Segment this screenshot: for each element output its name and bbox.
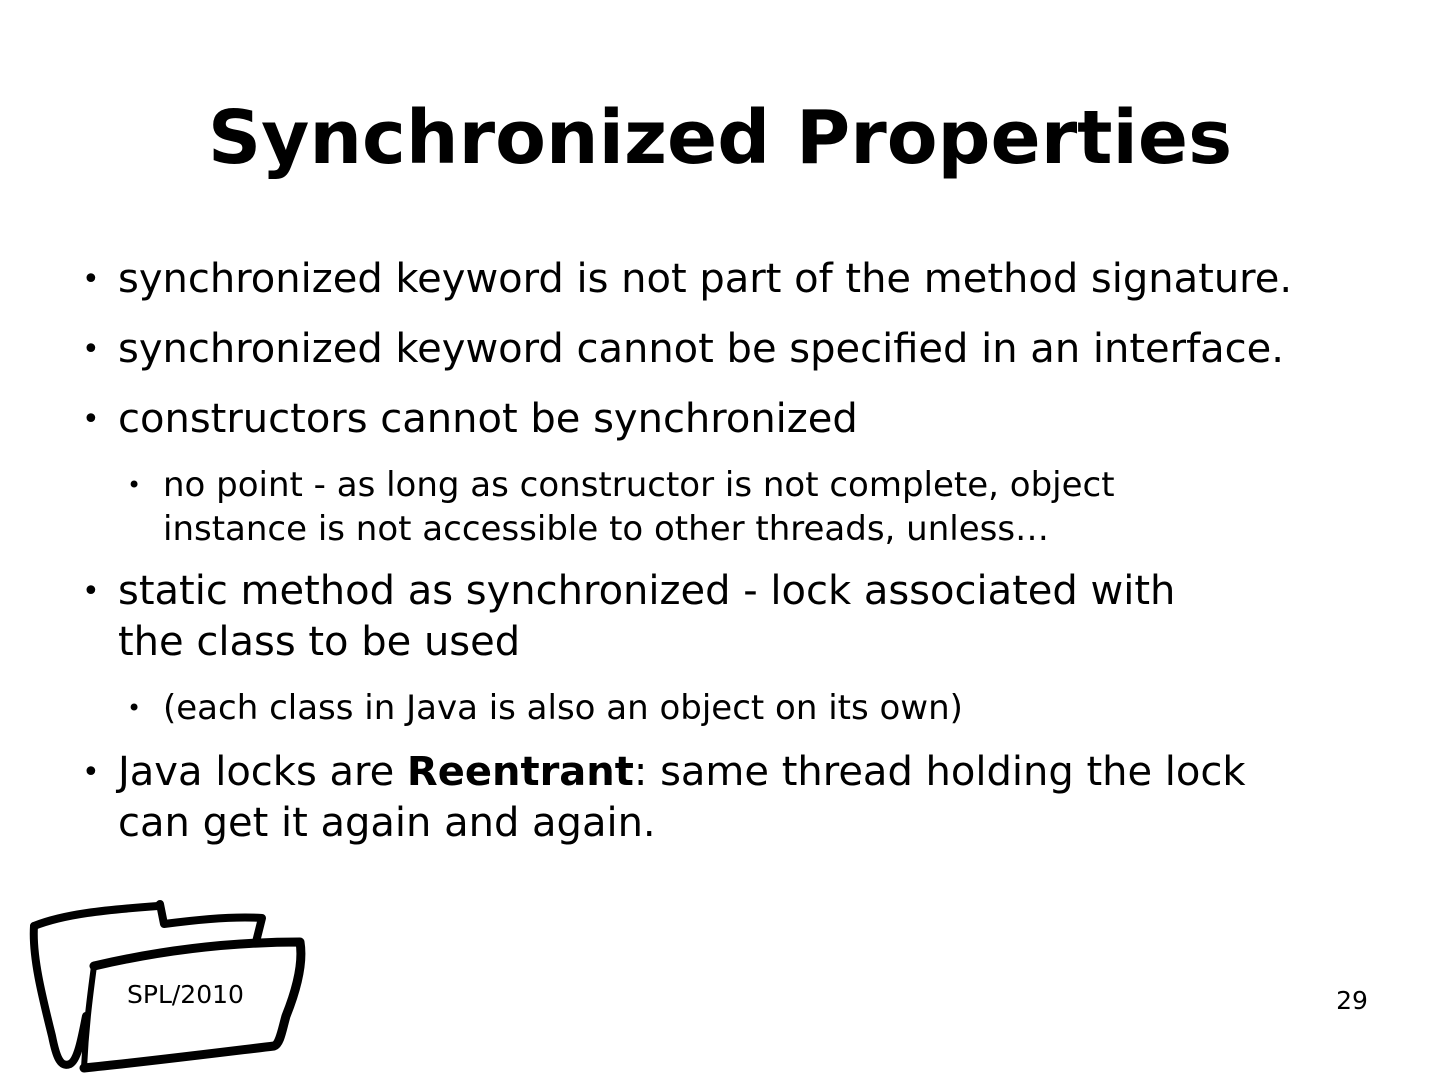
bullet-text-line: no point - as long as constructor is not complete, object [163,465,1115,505]
bullet-text: synchronized keyword cannot be specified in an interface. [118,326,1284,372]
bullet-text: constructors cannot be synchronized [118,396,858,442]
footer-label: SPL/2010 [127,980,244,1009]
bullet-item-5 [82,747,1246,849]
bullet-icon: • [82,402,100,437]
bullet-text: synchronized keyword is not part of the method signature. [118,256,1293,302]
bullet-text-line: static method as synchronized - lock associated with [118,568,1176,614]
sub-bullet-item-1 [127,463,1115,551]
bullet-icon: • [127,694,142,722]
bullet-icon: • [82,574,100,609]
bullet-text-prefix: Java locks are [118,749,407,795]
bullet-item-4 [82,566,1175,668]
bullet-icon: • [82,755,100,790]
bullet-item-2 [82,324,1284,375]
page-number: 29 [1336,986,1368,1015]
bullet-text-line: the class to be used [118,619,521,665]
bullet-text-suffix: : same thread holding the lock [633,749,1246,795]
bullet-icon: • [82,332,100,367]
sub-bullet-item-2 [127,686,963,730]
bullet-text-line: can get it again and again. [118,800,656,846]
bullet-text [118,566,1175,668]
bullet-icon: • [127,471,142,499]
bullet-text-bold: Reentrant [406,749,634,795]
bullet-item-3 [82,394,858,445]
bullet-item-1 [82,254,1292,305]
bullet-icon: • [82,262,100,297]
slide-title: Synchronized Properties [207,95,1233,181]
bullet-text [163,463,1115,551]
bullet-text [118,747,1246,849]
bullet-text: (each class in Java is also an object on its own) [163,688,963,728]
bullet-text-line: instance is not accessible to other threads, unless… [163,509,1050,549]
